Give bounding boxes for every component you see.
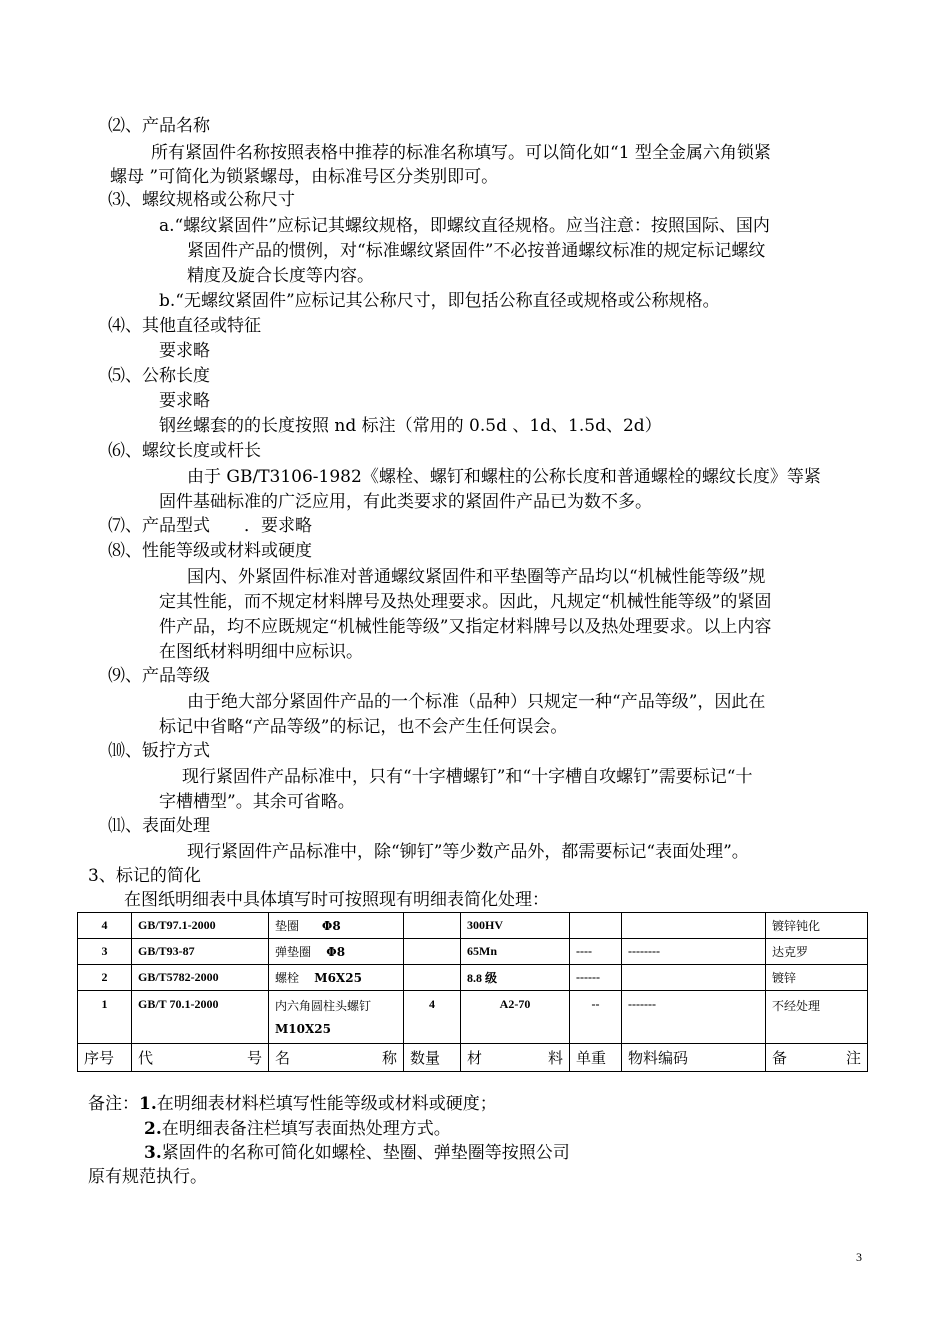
paragraph-line: 螺母 ”可简化为锁紧螺母，由标准号区分类别即可。 — [110, 167, 499, 187]
header-material-code: 物料编码 — [622, 1044, 766, 1072]
table-row — [78, 939, 868, 965]
cell-code: GB/T5782-2000 — [132, 965, 269, 991]
paragraph-line: 钢丝螺套的的长度按照 nd 标注（常用的 0.5d 、1d、1.5d、2d） — [159, 416, 662, 436]
spec-text: Φ8 — [326, 945, 346, 959]
section-heading: ⑸、公称长度 — [108, 366, 210, 386]
paragraph-line: 标记中省略“产品等级”的标记，也不会产生任何误会。 — [159, 717, 568, 737]
spec-text: Φ8 — [321, 919, 341, 933]
cell-material-code: ------- — [622, 991, 766, 1044]
note-number: 3. — [144, 1143, 162, 1163]
note-number: 2. — [144, 1119, 162, 1139]
cell-remark: 不经处理 — [766, 991, 868, 1044]
paragraph-line: 精度及旋合长度等内容。 — [187, 266, 374, 286]
section-heading: 3、标记的简化 — [88, 866, 201, 886]
cell-code: GB/T93-87 — [132, 939, 269, 965]
paragraph-line: 要求略 — [159, 341, 210, 361]
paragraph-line: b.“无螺纹紧固件”应标记其公称尺寸，即包括公称直径或规格或公称规格。 — [159, 291, 720, 311]
cell-code: GB/T 70.1-2000 — [132, 991, 269, 1044]
section-heading: ⑽、钣拧方式 — [108, 741, 210, 761]
cell-remark: 镀锌钝化 — [766, 913, 868, 939]
cell-name — [269, 965, 404, 991]
cell-remark: 镀锌 — [766, 965, 868, 991]
paragraph-line: 定其性能，而不规定材料牌号及热处理要求。因此，凡规定“机械性能等级”的紧固 — [159, 592, 772, 612]
header-code: 代 号 — [132, 1044, 269, 1072]
header-remark: 备 注 — [766, 1044, 868, 1072]
cell-no: 3 — [78, 939, 132, 965]
header-material: 材 料 — [461, 1044, 570, 1072]
cell-name — [269, 991, 404, 1044]
cell-qty: 4 — [404, 991, 461, 1044]
section-heading: ⑺、产品型式 ．要求略 — [108, 516, 312, 536]
header-name: 名 称 — [269, 1044, 404, 1072]
cell-qty — [404, 913, 461, 939]
paragraph-line: 件产品，均不应既规定“机械性能等级”又指定材料牌号以及热处理要求。以上内容 — [159, 617, 772, 637]
cell-no: 2 — [78, 965, 132, 991]
cell-material: A2-70 — [461, 991, 570, 1044]
cell-weight: ------ — [570, 965, 622, 991]
note-line — [88, 1092, 497, 1116]
header-weight: 单重 — [570, 1044, 622, 1072]
name-text: 内六角圆柱头螺钉 — [275, 999, 372, 1013]
note-text: 紧固件的名称可简化如螺栓、垫圈、弹垫圈等按照公司 — [161, 1143, 570, 1163]
note-text: 在明细表材料栏填写性能等级或材料或硬度； — [156, 1094, 497, 1114]
name-text: 弹垫圈 — [275, 945, 312, 959]
cell-material: 8.8 级 — [461, 965, 570, 991]
section-heading: ⑻、性能等级或材料或硬度 — [108, 541, 312, 561]
cell-remark: 达克罗 — [766, 939, 868, 965]
header-no: 序号 — [78, 1044, 132, 1072]
paragraph-line: 由于绝大部分紧固件产品的一个标准（品种）只规定一种“产品等级”，因此在 — [187, 692, 766, 712]
cell-material-code: -------- — [622, 939, 766, 965]
paragraph-line: 现行紧固件产品标准中，除“铆钉”等少数产品外，都需要标记“表面处理”。 — [187, 842, 749, 862]
table-row — [78, 991, 868, 1044]
paragraph-line: 在图纸明细表中具体填写时可按照现有明细表简化处理： — [124, 890, 549, 910]
section-heading: ⑶、螺纹规格或公称尺寸 — [108, 190, 295, 210]
spec-text: M6X25 — [314, 971, 362, 985]
cell-material: 65Mn — [461, 939, 570, 965]
cell-no: 4 — [78, 913, 132, 939]
cell-qty — [404, 939, 461, 965]
cell-name — [269, 913, 404, 939]
section-heading: ⑹、螺纹长度或杆长 — [108, 441, 261, 461]
cell-weight — [570, 913, 622, 939]
cell-weight: ---- — [570, 939, 622, 965]
note-prefix: 备注： — [88, 1094, 139, 1114]
table-header-row — [78, 1044, 868, 1072]
paragraph-line: 现行紧固件产品标准中，只有“十字槽螺钉”和“十字槽自攻螺钉”需要标记“十 — [182, 767, 753, 787]
note-line — [144, 1117, 451, 1141]
paragraph-line: a.“螺纹紧固件”应标记其螺纹规格，即螺纹直径规格。应当注意：按照国际、国内 — [159, 216, 770, 236]
cell-name — [269, 939, 404, 965]
paragraph-line: 由于 GB/T3106-1982《螺栓、螺钉和螺柱的公称长度和普通螺栓的螺纹长度》等紧 — [187, 467, 821, 487]
cell-material-code — [622, 965, 766, 991]
name-text: 螺栓 — [275, 971, 300, 985]
paragraph-line: 字槽槽型”。其余可省略。 — [159, 792, 355, 812]
note-text: 在明细表备注栏填写表面热处理方式。 — [161, 1119, 451, 1139]
cell-qty — [404, 965, 461, 991]
note-number: 1. — [139, 1094, 157, 1114]
spec-text: M10X25 — [275, 1022, 331, 1036]
paragraph-line: 所有紧固件名称按照表格中推荐的标准名称填写。可以简化如“1 型全金属六角锁紧 — [151, 143, 771, 163]
cell-code: GB/T97.1-2000 — [132, 913, 269, 939]
paragraph-line: 要求略 — [159, 391, 210, 411]
paragraph-line: 紧固件产品的惯例，对“标准螺纹紧固件”不必按普通螺纹标准的规定标记螺纹 — [187, 241, 766, 261]
header-qty: 数量 — [404, 1044, 461, 1072]
paragraph-line: 在图纸材料明细中应标识。 — [159, 642, 363, 662]
cell-weight: -- — [570, 991, 622, 1044]
table-row — [78, 965, 868, 991]
section-heading: ⑷、其他直径或特征 — [108, 316, 261, 336]
table-row — [78, 913, 868, 939]
paragraph-line: 固件基础标准的广泛应用，有此类要求的紧固件产品已为数不多。 — [159, 492, 652, 512]
note-line — [144, 1141, 570, 1165]
cell-material: 300HV — [461, 913, 570, 939]
note-line: 原有规范执行。 — [88, 1167, 207, 1187]
paragraph-line: 国内、外紧固件标准对普通螺纹紧固件和平垫圈等产品均以“机械性能等级”规 — [187, 567, 766, 587]
parts-list-table — [77, 912, 868, 1072]
cell-no: 1 — [78, 991, 132, 1044]
name-text: 垫圈 — [275, 919, 300, 933]
section-heading: ⑼、产品等级 — [108, 666, 210, 686]
section-heading: ⑵、产品名称 — [108, 116, 210, 136]
section-heading: ⑾、表面处理 — [108, 816, 210, 836]
cell-material-code — [622, 913, 766, 939]
page-number: 3 — [856, 1250, 862, 1264]
